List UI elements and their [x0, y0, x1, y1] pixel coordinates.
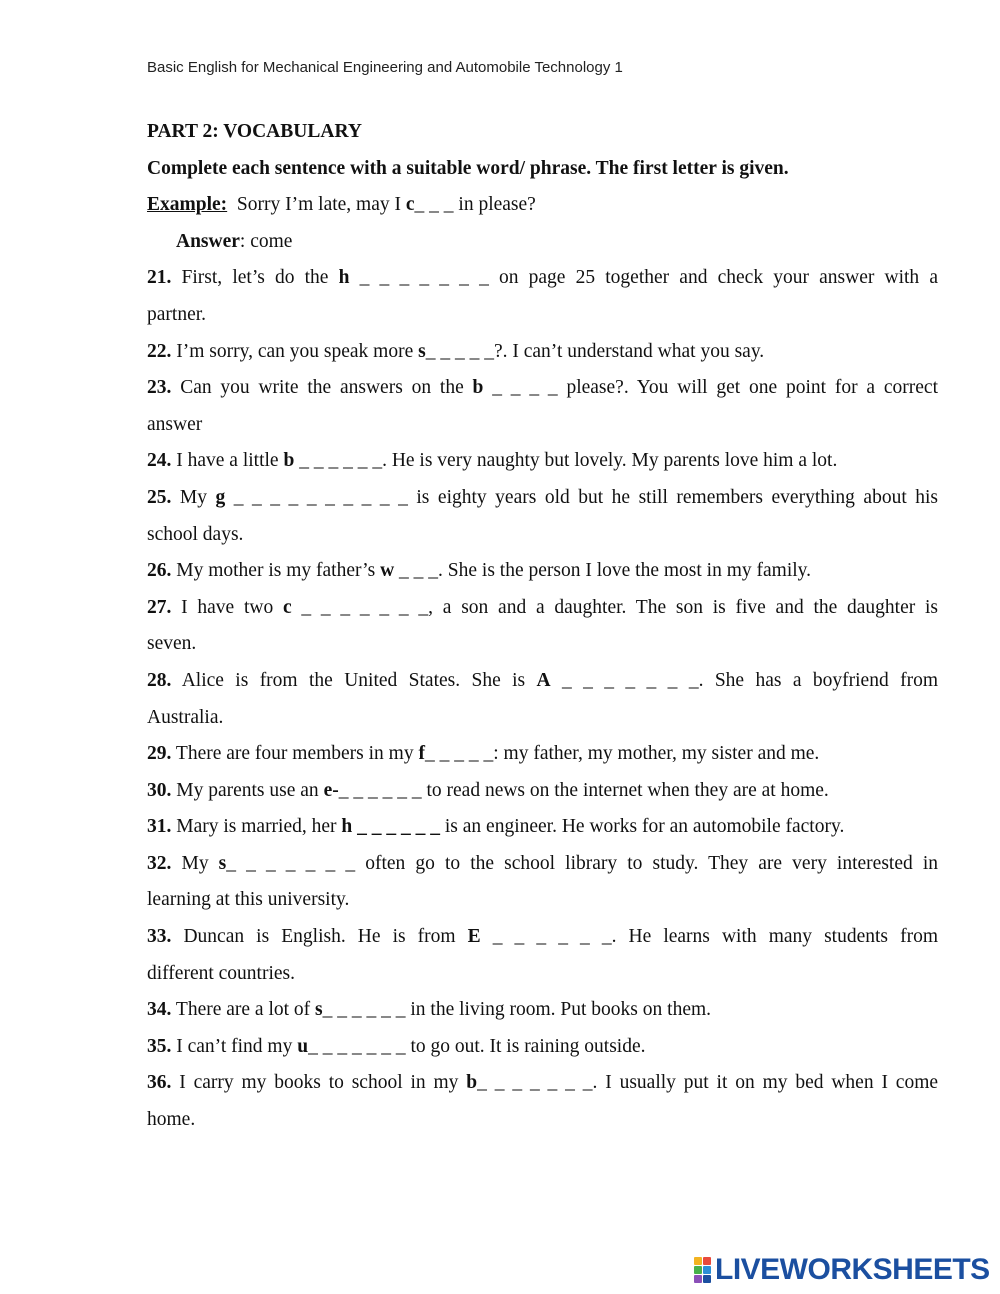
question-text-post: _ _ _ _ _ _ _ often go to the school library to study. They are very interested in [226, 852, 938, 874]
worksheet-body [147, 114, 938, 1139]
logo-square [703, 1275, 711, 1283]
question-35 [147, 1029, 938, 1066]
question-21 [147, 260, 938, 297]
question-30 [147, 773, 938, 810]
logo-square [694, 1257, 702, 1265]
question-number: 27. [147, 596, 172, 618]
question-key-letter: g [215, 486, 226, 508]
question-number: 36. [147, 1072, 172, 1094]
question-key-letter: e- [323, 779, 339, 801]
question-key-letter: s [315, 999, 323, 1021]
question-number: 25. [147, 486, 172, 508]
question-text-pre: There are four members in my [175, 743, 419, 765]
question-key-letter: h [338, 267, 350, 289]
question-number: 33. [147, 926, 172, 948]
question-list [147, 260, 938, 1138]
question-key-letter: b [466, 1072, 478, 1094]
example-text-post: _ _ _ in please? [414, 194, 536, 216]
question-text-post: _ _ _ _ please?. You will get one point for a correct [483, 377, 938, 399]
question-text-pre: My parents use an [176, 779, 324, 801]
question-number: 29. [147, 743, 172, 765]
example-answer-line [147, 224, 938, 261]
question-text-post: _ _ _ _ _: my father, my mother, my sister and me. [424, 743, 820, 765]
question-continuation: answer [147, 413, 203, 435]
question-text-pre: My mother is my father’s [176, 560, 381, 582]
question-number: 23. [147, 377, 172, 399]
liveworksheets-logo [694, 1253, 990, 1287]
question-29 [147, 736, 938, 773]
question-text-pre: My [181, 852, 219, 874]
question-continuation: partner. [147, 303, 207, 325]
question-key-letter: E [467, 926, 481, 948]
logo-square [703, 1257, 711, 1265]
question-key-letter: h _ _ _ _ _ _ [341, 816, 441, 838]
question-26 [147, 553, 938, 590]
question-34 [147, 992, 938, 1029]
question-number: 28. [147, 669, 172, 691]
question-continuation: Australia. [147, 706, 224, 728]
question-key-letter: c [282, 596, 292, 618]
question-key-letter: b [472, 377, 484, 399]
question-text-post: _ _ _ _ _ _ in the living room. Put books on them. [322, 999, 712, 1021]
question-key-letter: f [418, 743, 425, 765]
question-continuation: home. [147, 1109, 196, 1131]
question-text-pre: I have two [181, 596, 283, 618]
question-continuation: school days. [147, 523, 244, 545]
example-text-pre: Sorry I’m late, may I [236, 194, 406, 216]
question-text-pre: There are a lot of [175, 999, 316, 1021]
question-24 [147, 443, 938, 480]
question-text-pre: Alice is from the United States. She is [181, 669, 537, 691]
question-number: 31. [147, 816, 172, 838]
question-text-pre: First, let’s do the [181, 267, 339, 289]
question-text-pre: I’m sorry, can you speak more [176, 340, 419, 362]
question-text-post: _ _ _. She is the person I love the most in my family. [394, 560, 812, 582]
question-text-pre: My [179, 486, 216, 508]
logo-text: LIVEWORKSHEETS [715, 1253, 990, 1286]
question-number: 35. [147, 1035, 172, 1057]
question-32 [147, 846, 938, 883]
question-text-post: is an engineer. He works for an automobile factory. [440, 816, 845, 838]
question-number: 21. [147, 267, 172, 289]
question-36 [147, 1065, 938, 1102]
question-text-post: _ _ _ _ _ _ _ _ _ _ is eighty years old but he still remembers everything about his [225, 486, 939, 508]
question-31 [147, 809, 938, 846]
question-continuation: different countries. [147, 962, 296, 984]
question-23 [147, 370, 938, 407]
question-text-post: _ _ _ _ _ _ _ on page 25 together and check your answer with a [349, 267, 938, 289]
question-text-post: _ _ _ _ _ _ _ to go out. It is raining outside. [308, 1035, 646, 1057]
question-key-letter: s [218, 852, 227, 874]
question-25 [147, 480, 938, 517]
question-number: 34. [147, 999, 172, 1021]
question-text-post: _ _ _ _ _ _. He is very naughty but lovely. My parents love him a lot. [294, 450, 838, 472]
liveworksheets-logo-icon [694, 1257, 711, 1283]
logo-square [703, 1266, 711, 1274]
example-letter: c [405, 194, 415, 216]
question-key-letter: u [297, 1035, 309, 1057]
question-text-post: _ _ _ _ _?. I can’t understand what you say. [425, 340, 765, 362]
question-key-letter: b [283, 450, 295, 472]
logo-square [694, 1266, 702, 1274]
instruction: Complete each sentence with a suitable word/ phrase. The first letter is given. [147, 157, 789, 179]
question-continuation: seven. [147, 633, 197, 655]
example-label: Example: [147, 194, 228, 216]
question-text-post: _ _ _ _ _ _ _. I usually put it on my bed when I come [477, 1072, 939, 1094]
part-title: PART 2: VOCABULARY [147, 121, 362, 142]
question-number: 26. [147, 560, 172, 582]
question-key-letter: s [418, 340, 426, 362]
question-text-post: _ _ _ _ _ _ _. She has a boyfriend from [550, 669, 938, 691]
question-continuation: learning at this university. [147, 889, 350, 911]
question-text-pre: Can you write the answers on the [180, 377, 473, 399]
question-number: 22. [147, 340, 172, 362]
question-27 [147, 590, 938, 627]
question-text-post: _ _ _ _ _ _ _, a son and a daughter. The son is five and the daughter is [291, 596, 939, 618]
question-28 [147, 663, 938, 700]
question-number: 30. [147, 779, 172, 801]
question-text-pre: I can’t find my [176, 1035, 298, 1057]
question-key-letter: A [536, 669, 551, 691]
question-text-pre: Duncan is English. He is from [183, 926, 468, 948]
question-number: 32. [147, 852, 172, 874]
example-line [147, 187, 938, 224]
page-header: Basic English for Mechanical Engineering and Automobile Technology 1 [147, 59, 623, 76]
logo-square [694, 1275, 702, 1283]
question-text-post: _ _ _ _ _ _ to read news on the internet when they are at home. [338, 779, 829, 801]
question-number: 24. [147, 450, 172, 472]
question-text-post: _ _ _ _ _ _. He learns with many students from [480, 926, 938, 948]
question-22 [147, 334, 938, 371]
answer-label: Answer [176, 230, 240, 252]
question-key-letter: w [380, 560, 395, 582]
answer-text: : come [239, 230, 293, 252]
question-text-pre: I carry my books to school in my [179, 1072, 467, 1094]
question-text-pre: I have a little [176, 450, 284, 472]
question-33 [147, 919, 938, 956]
question-text-pre: Mary is married, her [176, 816, 342, 838]
